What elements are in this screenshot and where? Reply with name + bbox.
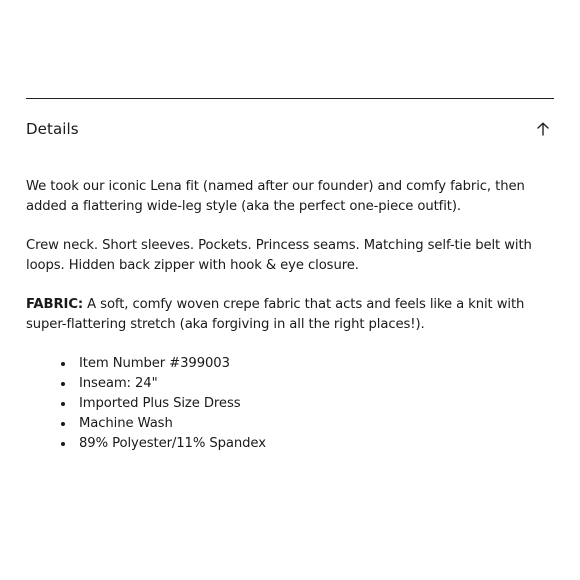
details-content: [26, 177, 558, 454]
spec-inseam: Inseam: 24": [61, 374, 558, 394]
fabric-description: [26, 295, 558, 335]
details-accordion-header[interactable]: [26, 112, 554, 146]
description-features: Crew neck. Short sleeves. Pockets. Princess seams. Matching self-tie belt with loops. Hidden back zipper with hook & eye closure.: [26, 238, 532, 273]
spec-list: [26, 354, 558, 454]
section-divider: [26, 98, 554, 99]
spec-origin: Imported Plus Size Dress: [61, 394, 558, 414]
description-intro: We took our iconic Lena fit (named after our founder) and comfy fabric, then added a flattering wide-leg style (aka the perfect one-piece outfit).: [26, 179, 525, 214]
arrow-up-icon[interactable]: [534, 120, 552, 138]
fabric-label: FABRIC:: [26, 297, 84, 312]
fabric-text: A soft, comfy woven crepe fabric that acts and feels like a knit with super-flattering stretch (aka forgiving in all the right places!).: [26, 297, 525, 332]
spec-care: Machine Wash: [61, 414, 558, 434]
spec-material: 89% Polyester/11% Spandex: [61, 434, 558, 454]
spec-item-number: Item Number #399003: [61, 354, 558, 374]
details-title: Details: [26, 120, 79, 138]
